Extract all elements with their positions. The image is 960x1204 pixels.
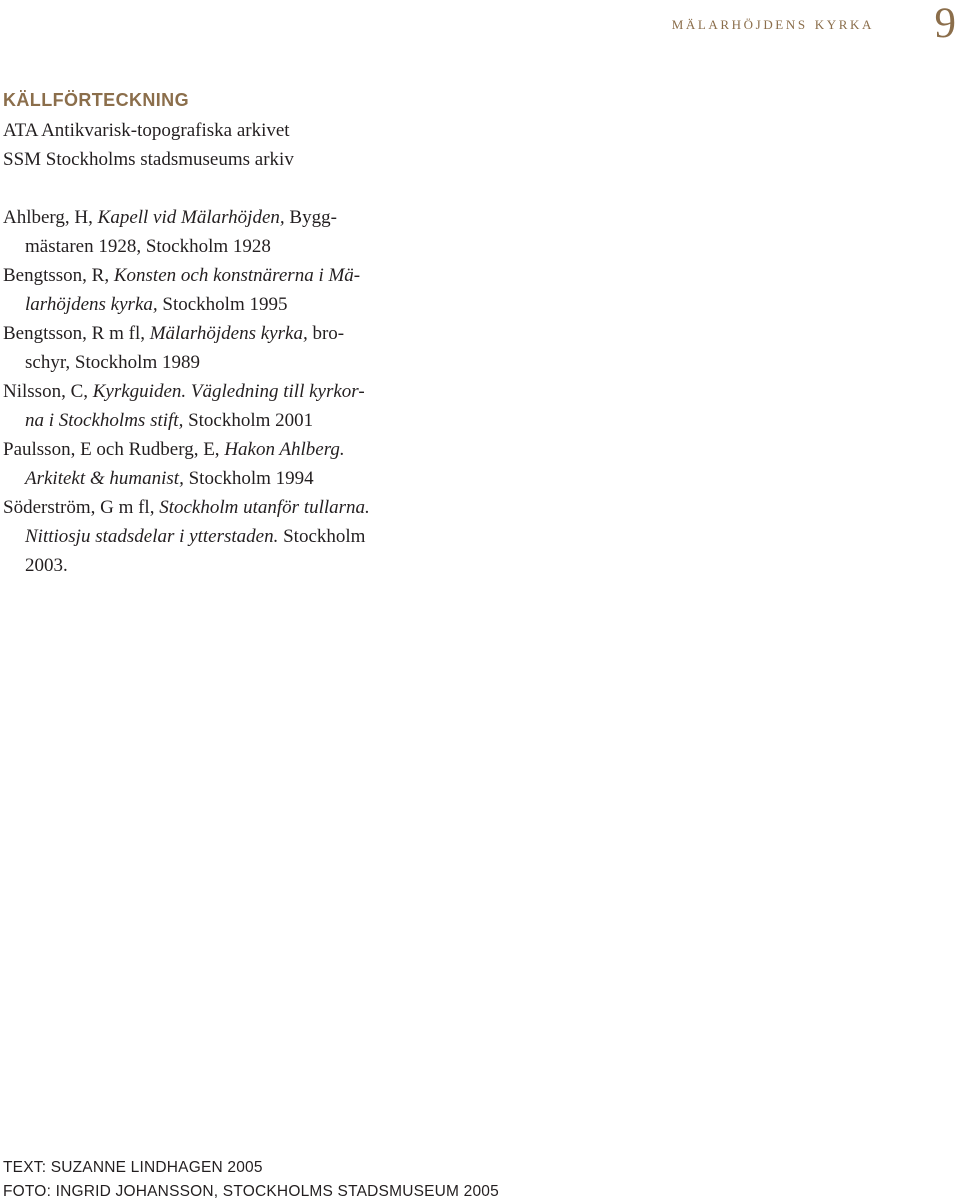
archive-item: SSM Stockholms stadsmuseums arkiv: [3, 148, 294, 170]
reference-author: Ahlberg, H,: [3, 207, 98, 228]
reference-detail: bro-: [307, 323, 345, 344]
reference-title: Konsten och konstnärerna i Mä-: [113, 265, 361, 286]
reference-line: [3, 464, 423, 493]
reference-line: [3, 203, 423, 232]
reference-line: [3, 435, 423, 464]
reference-author: Söderström, G m fl,: [3, 497, 160, 518]
photo-credit: FOTO: INGRID JOHANSSON, STOCKHOLMS STADSMUSEUM 2005: [3, 1183, 499, 1200]
reference-detail: Stockholm 2001: [183, 410, 314, 431]
reference-title: Mälarhöjdens kyrka,: [149, 323, 308, 344]
reference-item: [3, 377, 423, 435]
archive-list: [3, 117, 294, 174]
archive-item: ATA Antikvarisk-topografiska arkivet: [3, 120, 290, 141]
running-title: mälarhöjdens kyrka: [671, 13, 874, 33]
reference-line: [3, 348, 423, 377]
reference-author: Bengtsson, R,: [3, 265, 114, 286]
reference-detail: Bygg-: [284, 207, 337, 228]
reference-title: na i Stockholms stift,: [25, 410, 184, 431]
reference-line: [3, 377, 423, 406]
reference-line: [3, 522, 423, 551]
reference-line: 2003.: [25, 555, 68, 576]
text-credit: TEXT: SUZANNE LINDHAGEN 2005: [3, 1159, 263, 1176]
credits: [3, 1156, 499, 1204]
reference-title: larhöjdens kyrka,: [25, 294, 158, 315]
reference-title: Kyrkguiden. Vägledning till kyrkor-: [92, 381, 365, 402]
reference-author: Bengtsson, R m fl,: [3, 323, 150, 344]
reference-line: [3, 290, 423, 319]
reference-detail: mästaren 1928, Stockholm 1928: [25, 236, 271, 257]
reference-line: [3, 232, 423, 261]
reference-title: Hakon Ahlberg.: [224, 439, 345, 460]
reference-title: Arkitekt & humanist,: [25, 468, 184, 489]
reference-item: [3, 319, 423, 377]
reference-detail: Stockholm: [278, 526, 366, 547]
reference-title: Kapell vid Mälarhöjden,: [97, 207, 285, 228]
reference-author: Paulsson, E och Rudberg, E,: [3, 439, 225, 460]
reference-item: [3, 203, 423, 261]
reference-title: Stockholm utanför tullarna.: [159, 497, 370, 518]
page-number: 9: [934, 0, 956, 47]
reference-author: Nilsson, C,: [3, 381, 93, 402]
reference-line: [3, 261, 423, 290]
reference-line: [3, 319, 423, 348]
reference-title: Nittiosju stadsdelar i ytterstaden.: [25, 526, 279, 547]
reference-detail: Stockholm 1995: [157, 294, 288, 315]
section-heading: KÄLLFÖRTECKNING: [3, 90, 189, 110]
reference-detail: schyr, Stockholm 1989: [25, 352, 200, 373]
reference-line: [3, 406, 423, 435]
reference-list: [3, 203, 423, 580]
reference-item: [3, 493, 423, 580]
reference-item: [3, 435, 423, 493]
reference-line: [3, 493, 423, 522]
reference-detail: Stockholm 1994: [183, 468, 314, 489]
reference-item: [3, 261, 423, 319]
